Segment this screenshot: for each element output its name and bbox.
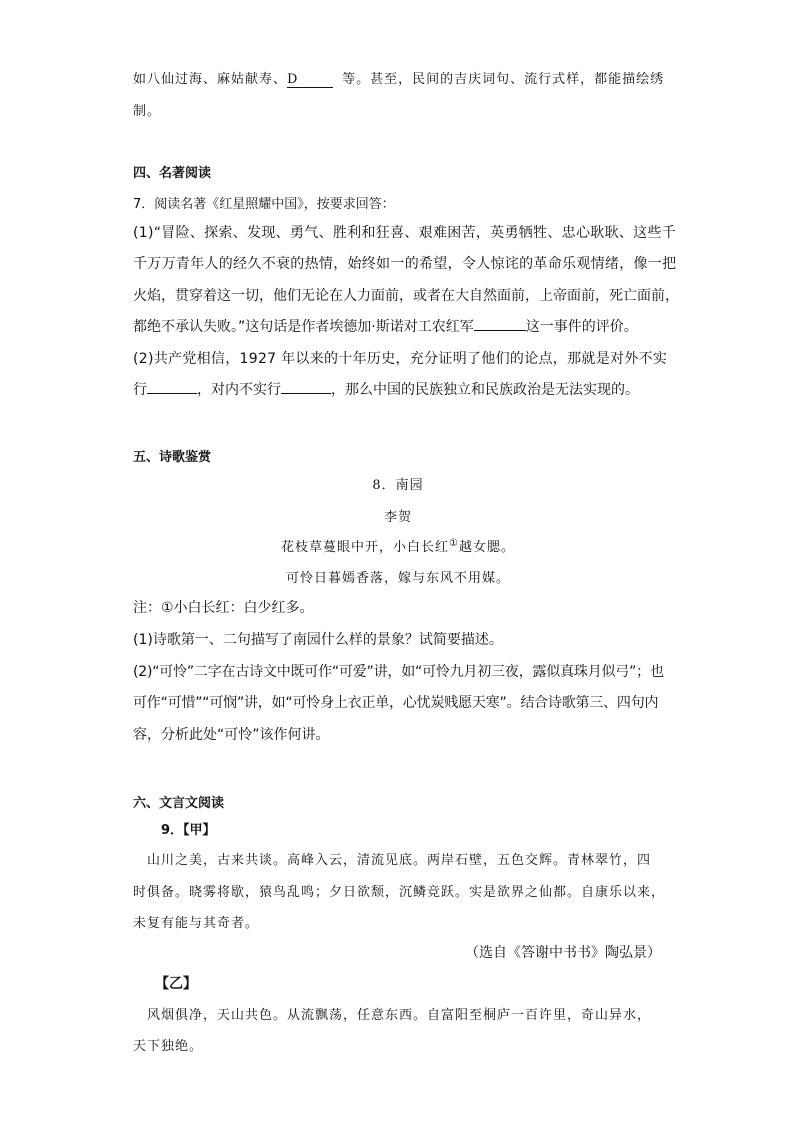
top-passage-line-1 [133,68,664,88]
passage-text: 等。甚至，民间的吉庆词句、流行式样，都能描绘绣 [342,72,665,87]
top-passage-line-2: 制。 [133,104,162,119]
passage-jia-line3: 未复有能与其奇者。 [133,916,260,931]
q7-part1-line2: 千万万青年人的经久不衰的热情，始终如一的希望，令人惊诧的革命乐观情绪，像一把 [133,256,677,272]
passage-jia-label: 9．【甲】 [161,823,216,838]
passage-yi-line2: 天下独绝。 [133,1039,204,1054]
text: 都绝不承认失败。”这句话是作者埃德加·斯诺对工农红军 [133,319,474,335]
text: ，对内不实行 [197,382,281,398]
question-8-part2-line2: 可作“可惜”“可悯”讲，如“可怜身上衣正单，心忧炭贱愿天寒”。结合诗歌第三、四句内 [133,695,659,711]
passage-yi-line1: 风烟俱净，天山共色。从流飘荡，任意东西。自富阳至桐庐一百许里，奇山异水， [147,1008,652,1023]
blank-d [287,72,333,88]
question-8-part1: (1)诗歌第一、二句描写了南园什么样的景象？试简要描述。 [133,632,503,648]
text: ，那么中国的民族独立和民族政治是无法实现的。 [331,382,639,398]
passage-jia-line1: 山川之美，古来共谈。高峰入云，清流见底。两岸石壁，五色交辉。青林翠竹，四 [147,853,652,868]
q7-part1-line3: 火焰，贯穿着这一切，他们无论在人力面前，或者在大自然面前，上帝面前，死亡面前， [133,288,679,304]
question-7-intro: 7．阅读名著《红星照耀中国》，按要求回答： [133,197,395,212]
answer-blank[interactable] [474,316,526,331]
question-8-part2-line1: (2)“可怜”二字在古诗文中既可作“可爱”讲，如“可怜九月初三夜，露似真珠月似弓”；也 [133,664,664,680]
q7-part1-line1: (1)“冒险、探索、发现、勇气、胜利和狂喜、艰难困苦，英勇牺牲、忠心耿耿、这些千 [133,225,677,241]
q7-part1-line4 [133,316,638,336]
poem-note: 注：①小白长红：白少红多。 [133,600,314,616]
poem-author: 李贺 [383,510,412,525]
section-heading-5: 五、诗歌鉴赏 [133,450,212,465]
text: 越女腮。 [458,540,515,555]
q7-part2-line2 [133,379,639,399]
passage-jia-line2: 时俱备。晓雾将歇，猿鸟乱鸣；夕日欲颓，沉鳞竞跃。实是欲界之仙都。自康乐以来， [133,885,666,900]
q7-part2-line1: (2)共产党相信，1927 年以来的十年历史，充分证明了他们的论点，那就是对外不实 [133,351,668,367]
poem-line-1 [133,536,663,555]
question-8-part2-line3: 容，分析此处“可怜”该作何讲。 [133,727,330,743]
text: 这一事件的评价。 [525,319,638,335]
text: 花枝草蔓眼中开，小白长红 [281,540,450,555]
section-heading-6: 六、文言文阅读 [133,796,225,811]
passage-text: 如八仙过海、麻姑献寿、 [133,72,288,87]
footnote-marker: ① [449,538,459,549]
answer-blank[interactable] [147,379,197,394]
passage-yi-label: 【乙】 [155,976,197,992]
blank-d-letter: D [287,72,299,87]
poem-line-2: 可怜日暮嫣香落，嫁与东风不用媒。 [285,571,510,586]
text: 行 [133,382,147,398]
poem-title: 8．南园 [372,478,424,493]
section-heading-4: 四、名著阅读 [133,166,212,181]
passage-jia-source: （选自《答谢中书书》陶弘景） [465,945,661,961]
answer-blank[interactable] [281,379,331,394]
